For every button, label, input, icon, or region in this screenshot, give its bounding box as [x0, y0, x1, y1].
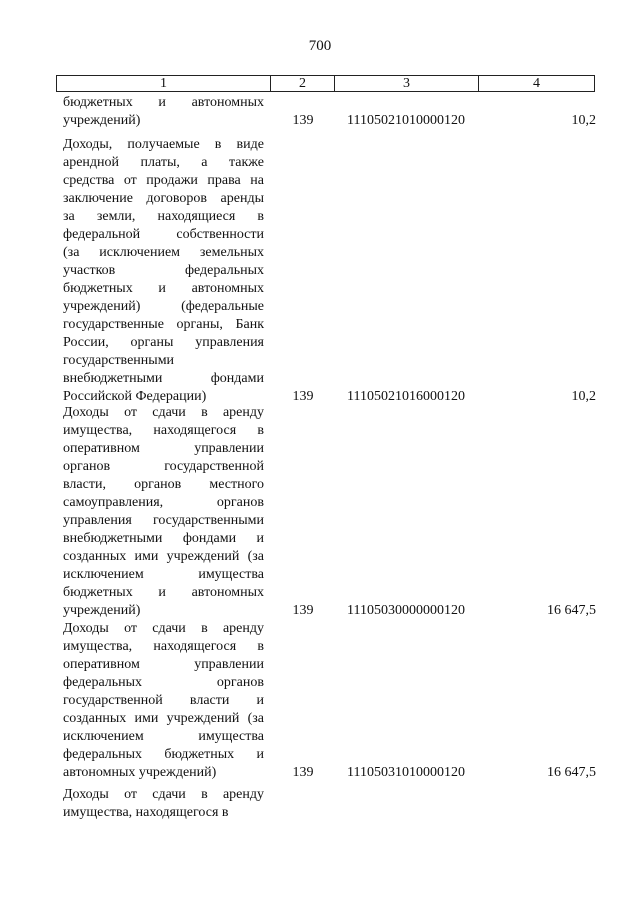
description-line: имущества, находящегося в	[63, 639, 264, 654]
description-line: Доходы от сдачи в аренду	[63, 787, 264, 802]
description-line: управления государственными	[63, 513, 264, 528]
row-admin-code: 139	[292, 765, 314, 780]
header-col-2: 2	[271, 76, 335, 91]
description-line: бюджетных и автономных	[63, 281, 264, 296]
row-amount: 16 647,5	[547, 603, 596, 618]
description-line: государственными	[63, 353, 175, 368]
page-number: 700	[308, 38, 332, 54]
description-line: созданных ими учреждений (за	[63, 711, 264, 726]
header-col-1: 1	[57, 76, 271, 91]
description-line: федеральной собственности	[63, 227, 264, 242]
description-line: средства от продажи права на	[63, 173, 264, 188]
description-line: оперативном управлении	[63, 657, 264, 672]
description-line: внебюджетными фондами и	[63, 531, 264, 546]
description-line: Российской Федерации)	[63, 389, 207, 404]
table-header	[56, 75, 595, 92]
description-line: органов государственной	[63, 459, 264, 474]
row-description	[63, 136, 264, 406]
description-line: учреждений)	[63, 113, 141, 128]
description-line: Доходы от сдачи в аренду	[63, 405, 264, 420]
description-line: самоуправления, органов	[63, 495, 264, 510]
row-budget-code: 11105021010000120	[347, 113, 465, 128]
description-line: исключением имущества	[63, 567, 264, 582]
row-budget-code: 11105021016000120	[347, 389, 465, 404]
description-line: бюджетных и автономных	[63, 95, 264, 110]
header-col-4: 4	[533, 76, 540, 91]
description-line: (за исключением земельных	[63, 245, 264, 260]
row-admin-code: 139	[292, 113, 314, 128]
description-line: внебюджетными фондами	[63, 371, 264, 386]
description-line: заключение договоров аренды	[63, 191, 264, 206]
row-amount: 10,2	[571, 113, 596, 128]
row-budget-code: 11105031010000120	[347, 765, 465, 780]
row-amount: 16 647,5	[547, 765, 596, 780]
description-line: за земли, находящиеся в	[63, 209, 264, 224]
description-line: Доходы, получаемые в виде	[63, 137, 264, 152]
row-budget-code: 11105030000000120	[347, 603, 465, 618]
row-description	[63, 94, 264, 130]
header-col-3: 3	[335, 76, 479, 91]
description-line: власти, органов местного	[63, 477, 264, 492]
description-line: участков федеральных	[63, 263, 264, 278]
description-line: федеральных бюджетных и	[63, 747, 264, 762]
description-line: имущества, находящегося в	[63, 805, 229, 820]
row-description	[63, 620, 264, 782]
description-line: Доходы от сдачи в аренду	[63, 621, 264, 636]
description-line: арендной платы, а также	[63, 155, 264, 170]
row-amount: 10,2	[571, 389, 596, 404]
description-line: оперативном управлении	[63, 441, 264, 456]
description-line: учреждений)	[63, 603, 141, 618]
description-line: федеральных органов	[63, 675, 264, 690]
row-admin-code: 139	[292, 389, 314, 404]
description-line: бюджетных и автономных	[63, 585, 264, 600]
description-line: государственные органы, Банк	[63, 317, 264, 332]
description-line: исключением имущества	[63, 729, 264, 744]
row-description	[63, 786, 264, 822]
row-description	[63, 404, 264, 620]
description-line: России, органы управления	[63, 335, 264, 350]
description-line: государственной власти и	[63, 693, 264, 708]
row-admin-code: 139	[292, 603, 314, 618]
description-line: автономных учреждений)	[63, 765, 217, 780]
description-line: созданных ими учреждений (за	[63, 549, 264, 564]
description-line: учреждений) (федеральные	[63, 299, 264, 314]
description-line: имущества, находящегося в	[63, 423, 264, 438]
